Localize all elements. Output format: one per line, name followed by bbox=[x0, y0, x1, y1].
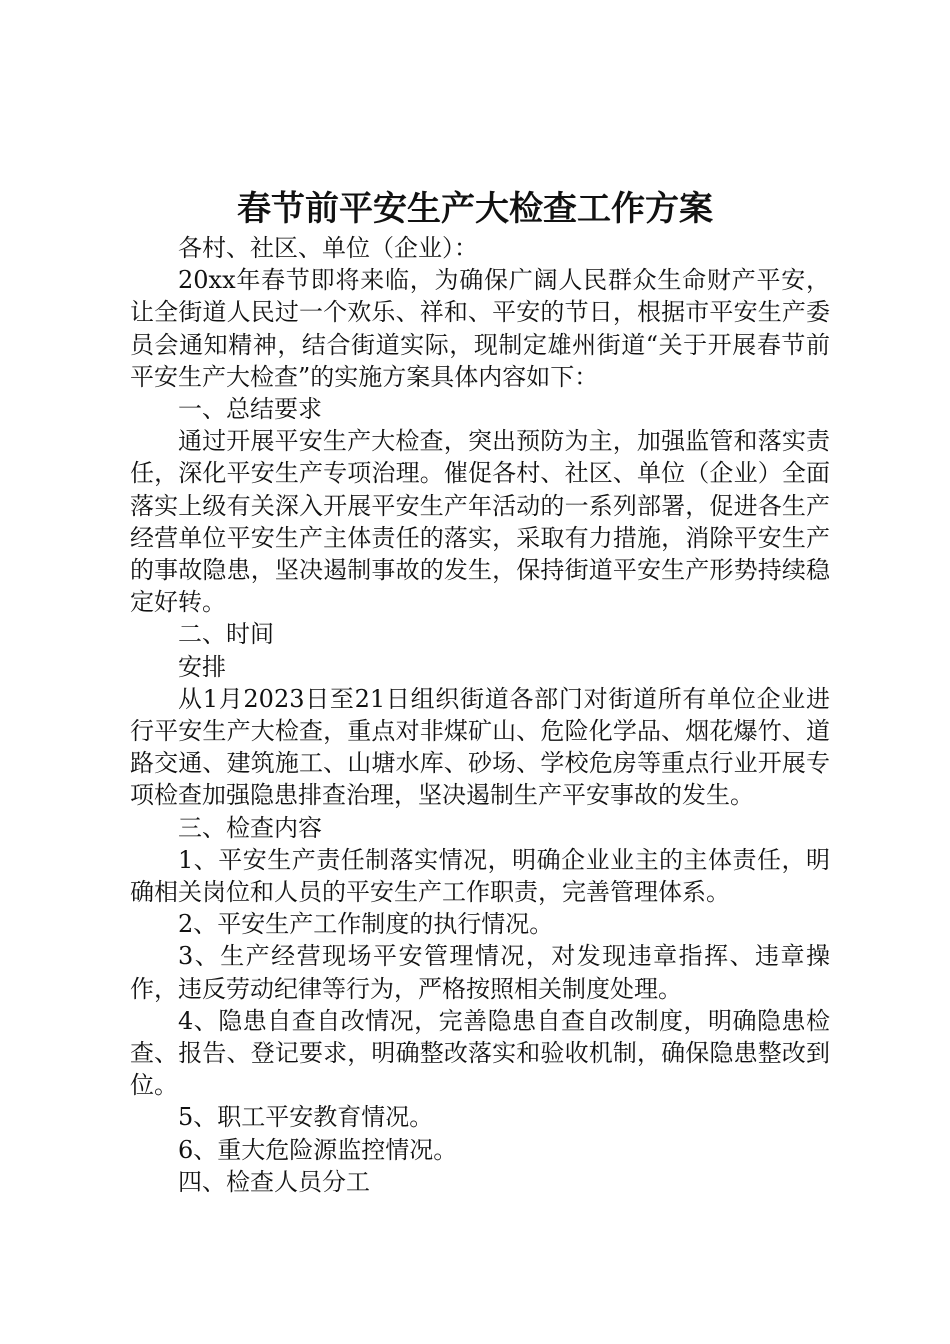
section-heading-content: 三、检查内容 bbox=[178, 813, 322, 842]
content-item-3: 3、生产经营现场平安管理情况，对发现违章指挥、违章操作，违反劳动纪律等行为，严格按照相关制度处理。 bbox=[130, 942, 830, 1003]
time-subheading: 安排 bbox=[178, 652, 226, 681]
document-title: 春节前平安生产大检查工作方案 bbox=[237, 189, 713, 229]
section-heading-time: 二、时间 bbox=[178, 620, 274, 649]
section-heading-staff: 四、检查人员分工 bbox=[178, 1167, 370, 1196]
intro-paragraph: 20xx年春节即将来临，为确保广阔人民群众生命财产平安，让全街道人民过一个欢乐、祥和、平安的节日，根据市平安生产委员会通知精神，结合街道实际，现制定雄州街道“关于开展春节前平安生产大检查”的实施方案具体内容如下： bbox=[130, 266, 830, 391]
salutation: 各村、社区、单位（企业）： bbox=[178, 234, 478, 262]
content-item-2: 2、平安生产工作制度的执行情况。 bbox=[178, 910, 554, 939]
section-heading-requirements: 一、总结要求 bbox=[178, 395, 322, 424]
content-item-4: 4、隐患自查自改情况，完善隐患自查自改制度，明确隐患检查、报告、登记要求，明确整改落实和验收机制，确保隐患整改到位。 bbox=[130, 1006, 830, 1100]
time-paragraph: 从1月2023日至21日组织街道各部门对街道所有单位企业进行平安生产大检查，重点对非煤矿山、危险化学品、烟花爆竹、道路交通、建筑施工、山塘水库、砂场、学校危房等重点行业开展专项检查加强隐患排查治理，坚决遏制生产平安事故的发生。 bbox=[130, 684, 830, 810]
content-item-6: 6、重大危险源监控情况。 bbox=[178, 1135, 458, 1164]
content-item-1: 1、平安生产责任制落实情况，明确企业业主的主体责任，明确相关岗位和人员的平安生产工作职责，完善管理体系。 bbox=[130, 845, 830, 907]
content-item-5: 5、职工平安教育情况。 bbox=[178, 1103, 434, 1132]
document-body bbox=[130, 232, 830, 1198]
requirements-paragraph: 通过开展平安生产大检查，突出预防为主，加强监管和落实责任，深化平安生产专项治理。催促各村、社区、单位（企业）全面落实上级有关深入开展平安生产年活动的一系列部署，促进各生产经营单位平安生产主体责任的落实，采取有力措施，消除平安生产的事故隐患，坚决遏制事故的发生，保持街道平安生产形势持续稳定好转。 bbox=[130, 427, 830, 617]
